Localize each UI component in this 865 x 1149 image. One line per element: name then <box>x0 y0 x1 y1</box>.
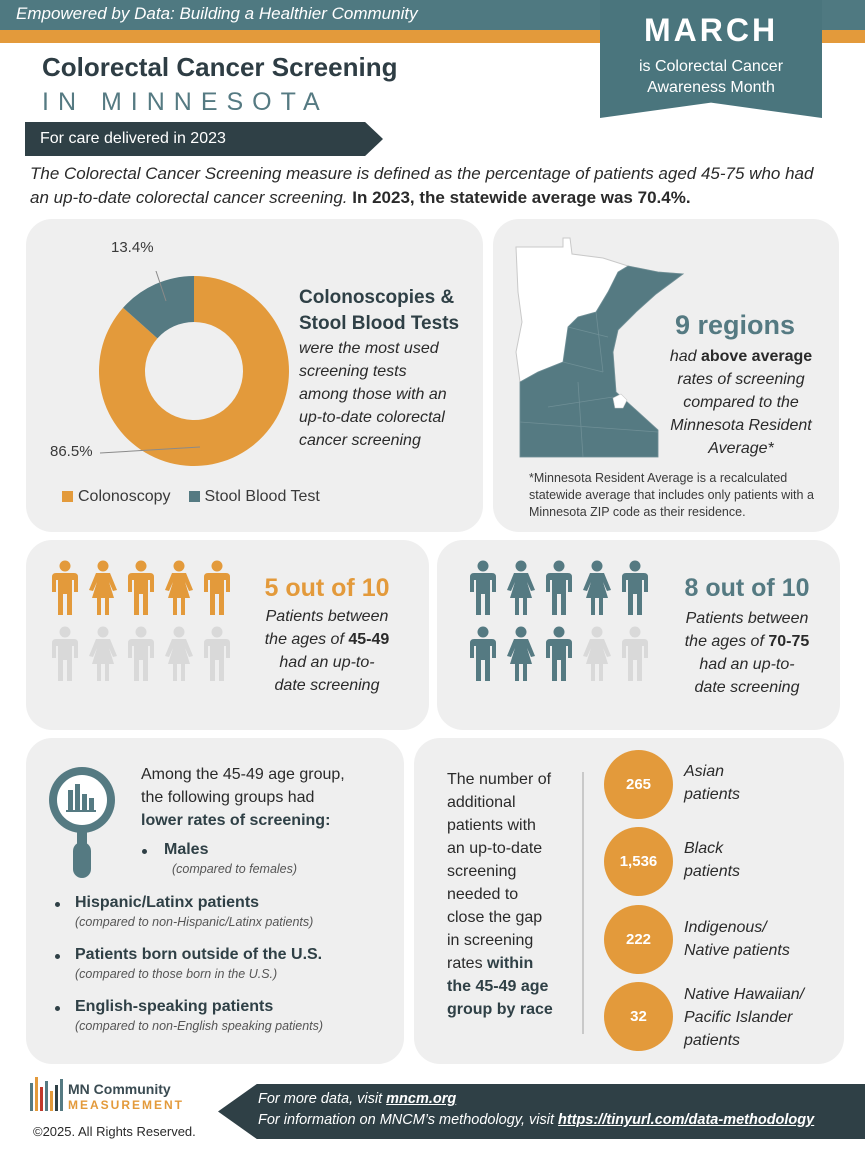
intro-text: The Colorectal Cancer Screening measure is defined as the percentage of patients aged 45-75 who had an up-to-date colorectal cancer screening. <box>30 164 814 207</box>
mncm-logo <box>30 1077 66 1115</box>
list-item-label: Patients born outside of the U.S. <box>75 946 323 963</box>
gap-line: patients with <box>447 817 536 834</box>
regions-description <box>651 345 831 460</box>
person-icon <box>162 560 196 616</box>
person-icon <box>162 626 196 682</box>
list-item-hispanic <box>75 894 313 929</box>
stat-45-49-line-2: the ages of <box>264 631 344 648</box>
page-title: Colorectal Cancer Screening <box>42 52 398 82</box>
count-circle-asian: 265 <box>604 750 673 819</box>
regions-desc-pre: had <box>669 348 697 365</box>
donut-heading <box>299 285 459 337</box>
person-icon <box>48 560 82 616</box>
gap-line: an up-to-date <box>447 840 543 857</box>
footer-more-pre: For more data, visit <box>258 1091 383 1107</box>
stat-45-49-description <box>252 605 402 697</box>
race-line: Pacific Islander <box>684 1009 793 1026</box>
race-line: Native Hawaiian/ <box>684 986 805 1003</box>
donut-desc-1: were the most used <box>299 340 439 357</box>
list-item-note: (compared to females) <box>172 862 298 876</box>
race-line: Asian <box>684 763 725 780</box>
person-icon <box>466 560 500 616</box>
resident-average-note: *Minnesota Resident Average is a recalculated statewide average that includes only patients with a Minnesota ZIP code as their residence. <box>529 471 814 519</box>
people-grid-70-75 <box>466 560 652 682</box>
race-line: patients <box>684 786 741 803</box>
list-item-note: (compared to non-English speaking patients) <box>75 1019 324 1033</box>
bullet-dot <box>55 902 60 907</box>
person-icon <box>86 626 120 682</box>
list-item-label: English-speaking patients <box>75 998 274 1015</box>
logo-text-1: MN Community <box>68 1081 171 1097</box>
chart-legend <box>62 488 320 506</box>
stat-70-75-description <box>667 607 827 699</box>
footer-methodology <box>258 1112 814 1128</box>
person-icon <box>86 560 120 616</box>
link-mncm[interactable]: mncm.org <box>386 1091 457 1107</box>
care-band-text: For care delivered in 2023 <box>40 130 226 147</box>
donut-chart <box>94 271 294 471</box>
stat-45-49-line-1: Patients between <box>265 608 389 625</box>
person-icon <box>580 560 614 616</box>
stat-70-75-line-1: Patients between <box>685 610 809 627</box>
person-icon <box>580 626 614 682</box>
donut-description <box>299 337 447 452</box>
donut-heading-2: Stool Blood Tests <box>299 313 460 334</box>
person-icon <box>124 560 158 616</box>
gap-bold: the 45-49 age <box>447 978 549 995</box>
race-line: patients <box>684 1032 741 1049</box>
data-label-stool: 13.4% <box>111 239 154 256</box>
race-label-indigenous <box>684 916 790 962</box>
person-icon <box>48 626 82 682</box>
ribbon-subtitle <box>600 56 822 98</box>
link-methodology[interactable]: https://tinyurl.com/data-methodology <box>558 1112 815 1128</box>
page-subtitle: IN MINNESOTA <box>42 88 329 116</box>
stat-70-75-age: 70-75 <box>768 633 810 650</box>
race-label-asian <box>684 760 740 806</box>
count-circle-black: 1,536 <box>604 827 673 896</box>
data-label-colonoscopy: 86.5% <box>50 443 93 460</box>
person-icon <box>504 626 538 682</box>
person-icon <box>542 560 576 616</box>
gap-line: The number of <box>447 771 552 788</box>
bullet-dot <box>142 849 147 854</box>
person-icon <box>542 626 576 682</box>
intro-bold: In 2023, the statewide average was 70.4%. <box>352 188 691 207</box>
ribbon-month: MARCH <box>643 12 779 48</box>
people-grid-45-49 <box>48 560 234 682</box>
regions-desc-5: Average* <box>708 440 774 457</box>
legend-item-stool <box>189 488 320 506</box>
tagline: Empowered by Data: Building a Healthier Community <box>16 4 418 23</box>
footer-more-data <box>258 1091 456 1107</box>
divider <box>582 772 584 1034</box>
race-line: Black <box>684 840 724 857</box>
list-item-note: (compared to non-Hispanic/Latinx patients) <box>75 915 314 929</box>
race-line: Indigenous/ <box>684 919 767 936</box>
stat-70-75-line-2: the ages of <box>684 633 764 650</box>
gap-line: in screening <box>447 932 534 949</box>
person-icon <box>618 560 652 616</box>
person-icon <box>200 560 234 616</box>
list-item-label: Males <box>164 841 209 858</box>
list-item-males <box>164 841 297 876</box>
copyright: ©2025. All Rights Reserved. <box>33 1124 196 1139</box>
logo-text-2: MEASUREMENT <box>68 1098 185 1112</box>
lower-rates-intro-1: Among the 45-49 age group, <box>141 766 345 783</box>
regions-desc-2: rates of screening <box>677 371 805 388</box>
stat-70-75-line-3: had an up-to- <box>699 656 795 673</box>
list-item-born-outside <box>75 946 322 981</box>
donut-desc-5: cancer screening <box>299 432 421 449</box>
race-line: Native patients <box>684 942 790 959</box>
list-item-note: (compared to those born in the U.S.) <box>75 967 278 981</box>
ribbon-line-2: Awareness Month <box>647 79 775 96</box>
stat-70-75-big: 8 out of 10 <box>684 574 810 602</box>
gap-line: screening <box>447 863 517 880</box>
regions-desc-4: Minnesota Resident <box>670 417 812 434</box>
lower-rates-intro <box>141 763 371 832</box>
race-line: patients <box>684 863 741 880</box>
donut-desc-3: among those with an <box>299 386 447 403</box>
stat-45-49-age: 45-49 <box>348 631 390 648</box>
lower-rates-intro-2: the following groups had <box>141 789 315 806</box>
regions-count: 9 regions <box>674 310 796 340</box>
stat-70-75-line-4: date screening <box>694 679 800 696</box>
person-icon <box>504 560 538 616</box>
ribbon-line-1: is Colorectal Cancer <box>638 58 784 75</box>
stat-45-49-big: 5 out of 10 <box>264 574 390 602</box>
magnifier-chart-icon <box>44 762 124 882</box>
list-item-label: Hispanic/Latinx patients <box>75 894 260 911</box>
count-circle-pacific: 32 <box>604 982 673 1051</box>
gap-line: rates <box>447 955 483 972</box>
gap-line: close the gap <box>447 909 543 926</box>
legend-label-stool: Stool Blood Test <box>204 488 320 505</box>
race-label-black <box>684 837 740 883</box>
race-label-pacific <box>684 983 804 1052</box>
count-circle-indigenous: 222 <box>604 905 673 974</box>
gap-line: needed to <box>447 886 519 903</box>
footer-method-pre: For information on MNCM’s methodology, visit <box>258 1112 555 1128</box>
legend-item-colonoscopy <box>62 488 171 506</box>
regions-desc-bold: above average <box>700 348 813 365</box>
legend-label-colonoscopy: Colonoscopy <box>78 488 171 505</box>
gap-line: additional <box>447 794 516 811</box>
bullet-dot <box>55 954 60 959</box>
stat-45-49-line-3: had an up-to- <box>279 654 375 671</box>
bullet-dot <box>55 1006 60 1011</box>
leader-line-colonoscopy <box>95 445 205 465</box>
regions-desc-3: compared to the <box>683 394 799 411</box>
gap-description <box>447 768 567 1021</box>
donut-desc-4: up-to-date colorectal <box>299 409 445 426</box>
stat-45-49-line-4: date screening <box>274 677 380 694</box>
person-icon <box>200 626 234 682</box>
list-item-english <box>75 998 323 1033</box>
donut-desc-2: screening tests <box>299 363 407 380</box>
person-icon <box>466 626 500 682</box>
person-icon <box>124 626 158 682</box>
gap-bold: group by race <box>447 1001 553 1018</box>
person-icon <box>618 626 652 682</box>
lower-rates-intro-bold: lower rates of screening: <box>141 812 331 829</box>
legend-swatch-teal <box>189 491 200 502</box>
gap-bold: within <box>487 955 534 972</box>
donut-heading-1: Colonoscopies & <box>299 287 455 308</box>
intro-paragraph <box>30 162 830 210</box>
legend-swatch-orange <box>62 491 73 502</box>
